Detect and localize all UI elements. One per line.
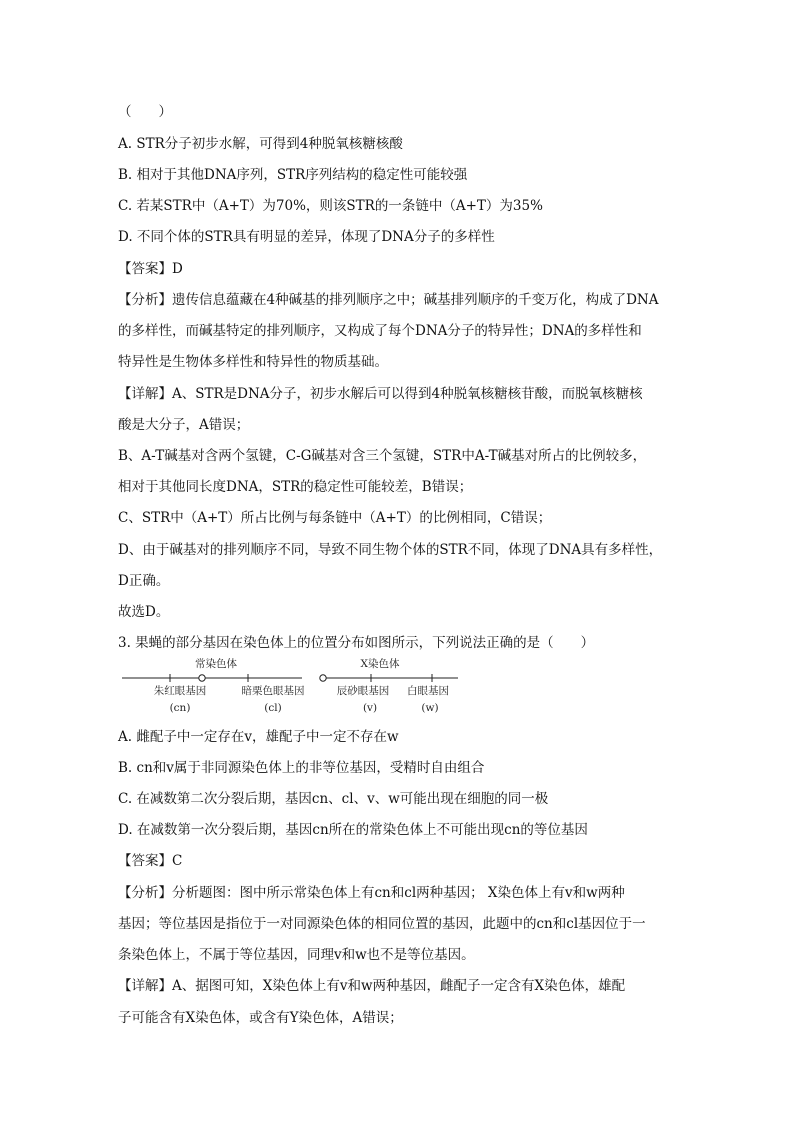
gene-v-name: 辰砂眼基因: [336, 685, 390, 697]
analysis-line: 特异性是生物体多样性和特异性的物质基础。: [118, 354, 388, 370]
detail-line: 酸是大分子，A错误；: [118, 417, 250, 433]
autosome-title: 常染色体: [195, 658, 237, 670]
autosome-centromere: [199, 675, 205, 681]
q3-analysis-line: 条染色体上，不属于等位基因，同理v和w也不是等位基因。: [118, 947, 475, 963]
conclusion: 故选D。: [118, 604, 170, 620]
q3-analysis-line: 【分析】分析题图：图中所示常染色体上有cn和cl两种基因； X染色体上有v和w两种: [118, 885, 625, 901]
gene-v-symbol: (v): [362, 702, 378, 714]
q3-option-c: C. 在减数第二次分裂后期，基因cn、cl、v、w可能出现在细胞的同一极: [118, 791, 549, 807]
detail-line: D、由于碱基对的排列顺序不同，导致不同生物个体的STR不同，体现了DNA具有多样性，: [118, 542, 663, 558]
detail-line: 【详解】A、STR是DNA分子，初步水解后可以得到4种脱氧核糖核苷酸，而脱氧核糖核: [118, 386, 643, 402]
gene-cl-symbol: (cl): [264, 702, 282, 714]
gene-w-name: 白眼基因: [407, 685, 449, 697]
question-3-stem: 3. 果蝇的部分基因在染色体上的位置分布如图所示，下列说法正确的是（ ）: [118, 635, 595, 651]
q3-analysis-line: 基因；等位基因是指位于一对同源染色体的相同位置的基因，此题中的cn和cl基因位于一: [118, 916, 646, 932]
detail-line: 相对于其他同长度DNA，STR的稳定性可能较差，B错误；: [118, 479, 473, 495]
q3-detail-line: 子可能含有X染色体，或含有Y染色体，A错误；: [118, 1010, 403, 1026]
detail-line: B、A-T碱基对含两个氢键，C-G碱基对含三个氢键，STR中A-T碱基对所占的比例较多，: [118, 448, 647, 464]
analysis-line: 的多样性，而碱基特定的排列顺序，又构成了每个DNA分子的特异性；DNA的多样性和: [118, 323, 642, 339]
q3-option-b: B. cn和v属于非同源染色体上的非等位基因，受精时自由组合: [118, 760, 485, 776]
chromosome-diagram: [118, 656, 463, 718]
option-b: B. 相对于其他DNA序列，STR序列结构的稳定性可能较强: [118, 167, 468, 183]
q3-answer: 【答案】C: [118, 853, 183, 869]
option-a: A. STR分子初步水解，可得到4种脱氧核糖核酸: [118, 136, 403, 152]
question-bracket: （ ）: [118, 104, 172, 120]
gene-cn-name: 朱红眼基因: [153, 685, 207, 697]
option-d: D. 不同个体的STR具有明显的差异，体现了DNA分子的多样性: [118, 229, 495, 245]
q3-option-d: D. 在减数第一次分裂后期，基因cn所在的常染色体上不可能出现cn的等位基因: [118, 822, 588, 838]
gene-cl-name: 暗栗色眼基因: [241, 685, 305, 697]
option-c: C. 若某STR中（A+T）为70%，则该STR的一条链中（A+T）为35%: [118, 198, 543, 214]
q3-option-a: A. 雌配子中一定存在v，雄配子中一定不存在w: [118, 729, 399, 745]
gene-cn-symbol: (cn): [169, 702, 191, 714]
detail-line: D正确。: [118, 573, 170, 589]
detail-line: C、STR中（A+T）所占比例与每条链中（A+T）的比例相同，C错误；: [118, 510, 552, 526]
answer: 【答案】D: [118, 261, 183, 277]
analysis-line: 【分析】遗传信息蕴藏在4种碱基的排列顺序之中；碱基排列顺序的千变万化，构成了DNA: [118, 292, 659, 308]
gene-w-symbol: (w): [421, 702, 439, 714]
x-centromere: [320, 675, 326, 681]
q3-detail-line: 【详解】A、据图可知，X染色体上有v和w两种基因，雌配子一定含有X染色体，雄配: [118, 978, 626, 994]
x-chromosome-title: X染色体: [360, 658, 400, 670]
